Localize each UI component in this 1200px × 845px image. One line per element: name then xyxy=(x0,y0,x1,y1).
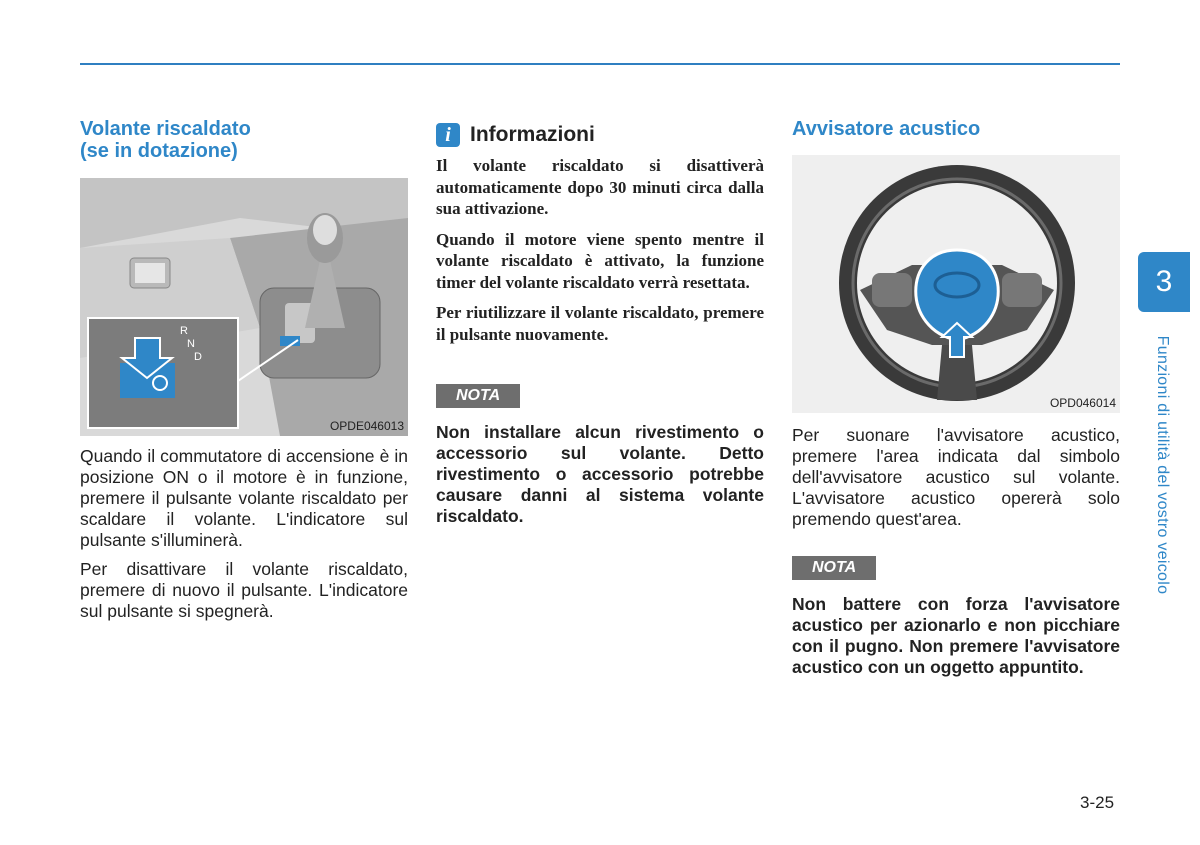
figure-heated-wheel-switch xyxy=(80,178,408,436)
right-column xyxy=(792,118,1120,140)
middle-nota xyxy=(436,384,764,527)
gear-label-r: R xyxy=(180,325,188,337)
chapter-tab: 3 xyxy=(1138,252,1190,312)
heated-wheel-paragraph-2: Per disattivare il volante riscaldato, premere di nuovo il pulsante. L'indicatore sul pulsante si spegnerà. xyxy=(80,559,408,621)
section-heading-heated-wheel xyxy=(80,118,408,162)
info-paragraph-1: Il volante riscaldato si disattiverà automaticamente dopo 30 minuti circa dalla sua attivazione. xyxy=(436,156,764,218)
right-nota xyxy=(792,556,1120,678)
right-body xyxy=(792,425,1120,530)
nota-badge: NOTA xyxy=(436,384,520,408)
figure-code: OPD046014 xyxy=(1049,396,1116,410)
nota-badge: NOTA xyxy=(792,556,876,580)
left-column xyxy=(80,118,408,162)
info-paragraph-2: Quando il motore viene spento mentre il volante riscaldato è attivato, la funzione timer del volante riscaldato verrà resettata. xyxy=(436,229,764,292)
chapter-title: Funzioni di utilità del vostro veicolo xyxy=(1154,335,1171,595)
heading-line-1: Volante riscaldato xyxy=(80,118,251,140)
info-title: Informazioni xyxy=(470,123,595,146)
heading-line-2: (se in dotazione) xyxy=(80,140,238,162)
console-illustration xyxy=(80,178,408,436)
nota-text: Non installare alcun rivestimento o accessorio sul volante. Detto rivestimento o accessorio potrebbe causare danni al sistema volante riscaldato. xyxy=(436,422,764,526)
steering-wheel-illustration xyxy=(792,155,1120,413)
info-icon: i xyxy=(436,123,460,147)
figure-horn xyxy=(792,155,1120,413)
left-body xyxy=(80,446,408,622)
horn-paragraph: Per suonare l'avvisatore acustico, premere l'area indicata dal simbolo dell'avvisatore acustico sul volante. L'avvisatore acustico opererà solo premendo quest'area. xyxy=(792,425,1120,529)
gear-label-n: N xyxy=(187,338,195,350)
info-paragraph-3: Per riutilizzare il volante riscaldato, premere il pulsante nuovamente. xyxy=(436,303,764,344)
middle-column xyxy=(436,123,764,354)
figure-code: OPDE046013 xyxy=(329,419,404,433)
section-heading-horn: Avvisatore acustico xyxy=(792,118,981,140)
nota-text: Non battere con forza l'avvisatore acustico per azionarlo e non picchiare con il pugno. Non premere l'avvisatore acustico con un oggetto appuntito. xyxy=(792,594,1120,677)
top-rule xyxy=(80,63,1120,65)
info-header xyxy=(436,123,764,147)
page-number: 3-25 xyxy=(1080,793,1115,812)
heated-wheel-paragraph-1: Quando il commutatore di accensione è in posizione ON o il motore è in funzione, premere il pulsante volante riscaldato per scaldare il volante. L'indicatore sul pulsante s'illuminerà. xyxy=(80,446,408,550)
gear-label-d: D xyxy=(194,351,202,363)
